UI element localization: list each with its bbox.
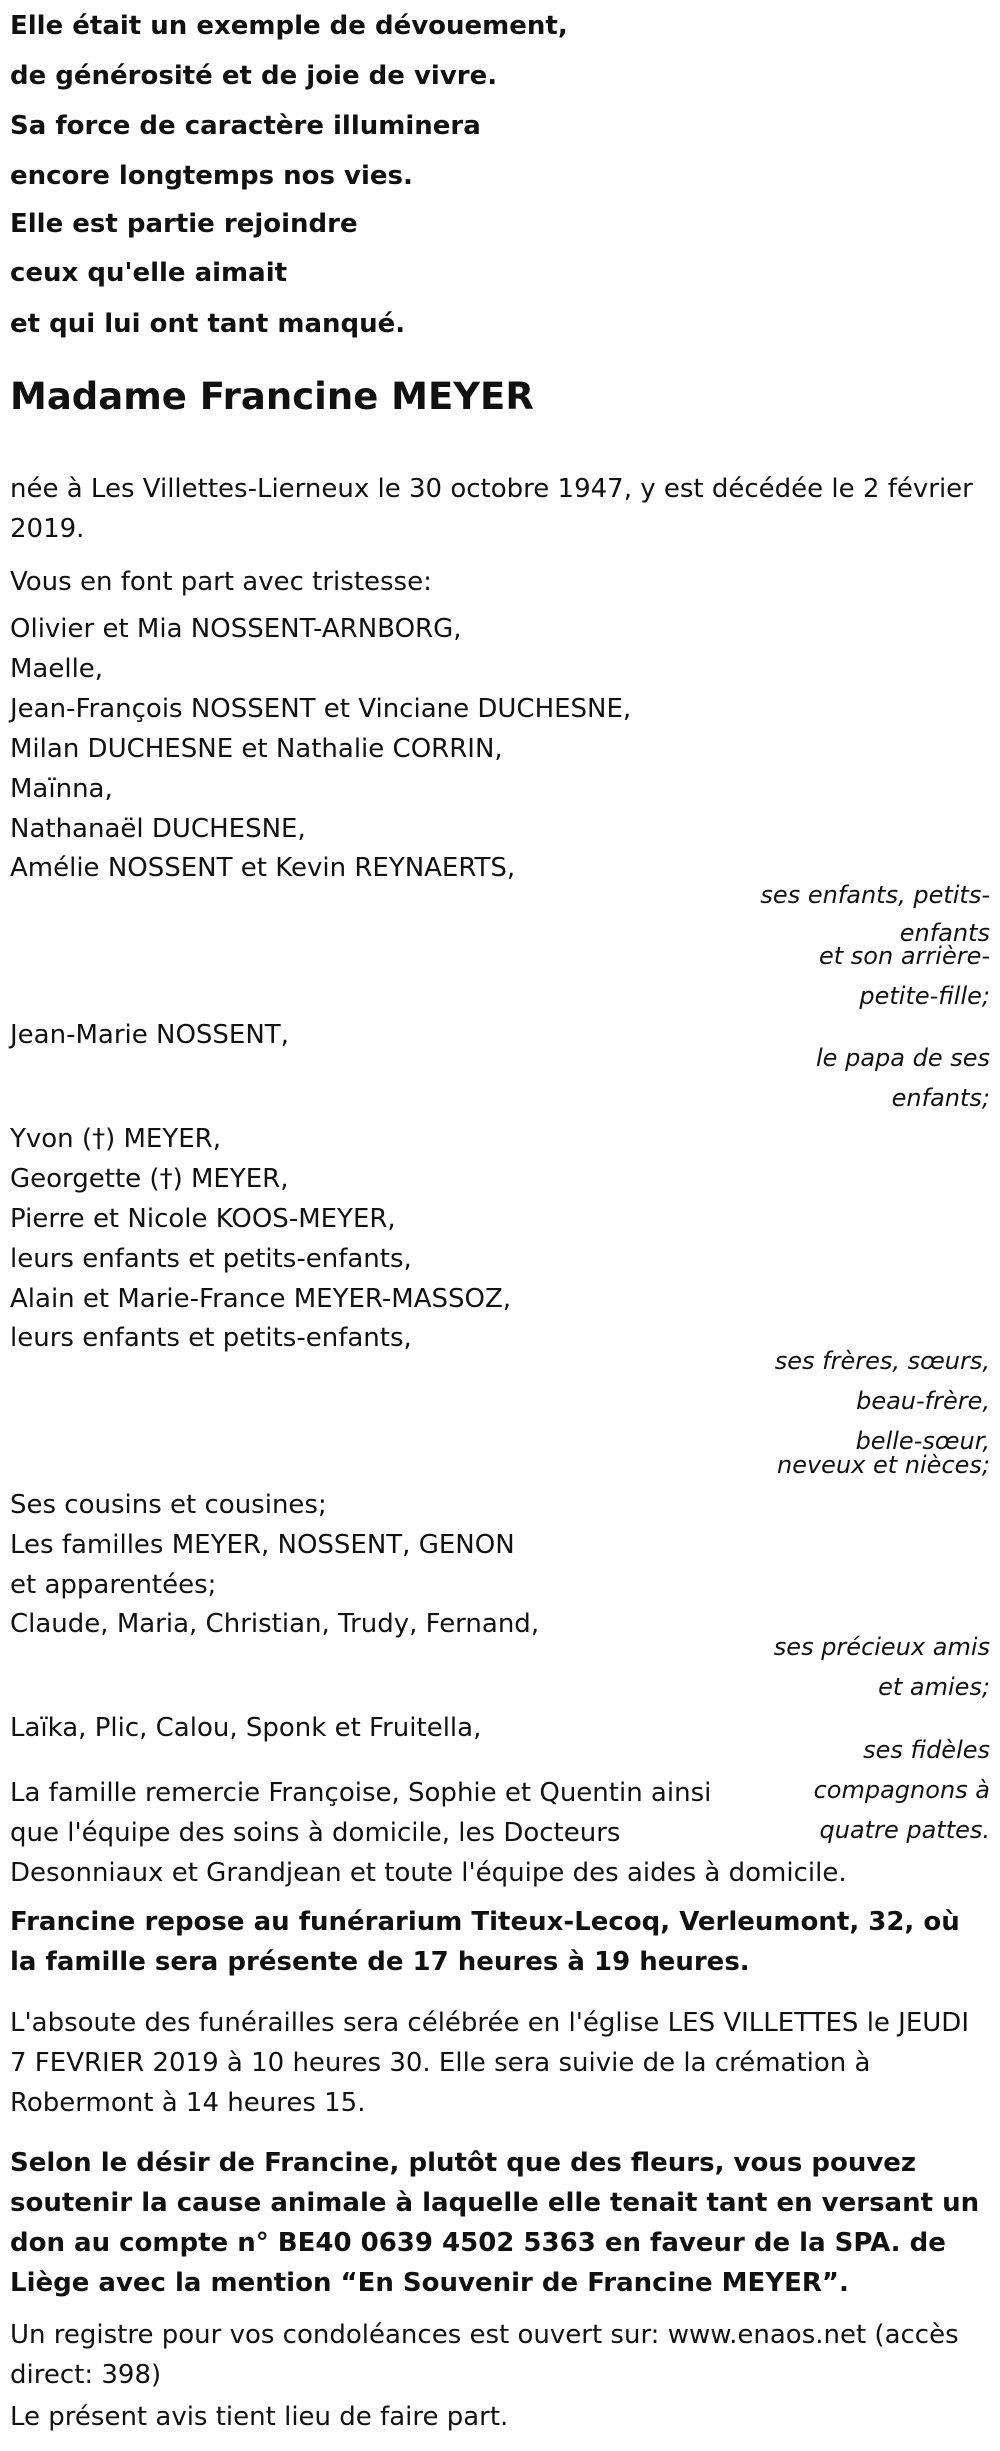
thanks-line: Desonniaux et Grandjean et toute l'équipe des aides à domicile. [10,1858,847,1888]
closing-note: Le présent avis tient lieu de faire part. [10,2402,509,2432]
family-line: Milan DUCHESNE et Nathalie CORRIN, [10,734,503,764]
poem-line: Elle était un exemple de dévouement, [10,11,568,41]
relation-line: ses précieux amis [773,1633,990,1661]
poem-line: de générosité et de joie de vivre. [10,61,498,91]
family-line: Olivier et Mia NOSSENT-ARNBORG, [10,614,462,644]
relation-line: et amies; [878,1673,990,1701]
thanks-line: La famille remercie Françoise, Sophie et Quentin ainsi [10,1778,712,1808]
family-line: leurs enfants et petits-enfants, [10,1323,412,1353]
family-line: Pierre et Nicole KOOS-MEYER, [10,1204,396,1234]
relation-line: et son arrière- [819,942,990,970]
family-line: Georgette (†) MEYER, [10,1164,289,1194]
family-line: Jean-François NOSSENT et Vinciane DUCHESNE, [10,694,632,724]
family-line: Maelle, [10,654,104,684]
family-line: et apparentées; [10,1570,217,1600]
relation-line: belle-sœur, [855,1427,990,1455]
poem-line: et qui lui ont tant manqué. [10,309,406,339]
funerarium-info: Francine repose au funérarium Titeux-Lecoq, Verleumont, 32, où la famille sera présente de 17 heures à 19 heures. [10,1907,960,1977]
family-line: Ses cousins et cousines; [10,1490,327,1520]
condolence-register: Un registre pour vos condoléances est ouvert sur: www.enaos.net (accès direct: 398) [10,2320,959,2390]
relation-line: enfants [899,919,990,947]
poem-line: ceux qu'elle aimait [10,258,288,288]
relation-line: neveux et nièces; [777,1451,990,1479]
family-line: Les familles MEYER, NOSSENT, GENON [10,1530,515,1560]
relation-line: quatre pattes. [819,1816,990,1844]
relation-line: le papa de ses [816,1044,990,1072]
relation-line: ses enfants, petits- [760,881,990,909]
family-line: Claude, Maria, Christian, Trudy, Fernand, [10,1609,540,1639]
family-line: Yvon (†) MEYER, [10,1124,221,1154]
family-line: Laïka, Plic, Calou, Sponk et Fruitella, [10,1713,482,1743]
family-line: Jean-Marie NOSSENT, [10,1020,289,1050]
relation-line: enfants; [891,1084,990,1112]
poem-line: Sa force de caractère illuminera [10,111,481,141]
family-line: Amélie NOSSENT et Kevin REYNAERTS, [10,853,516,883]
relation-line: petite-fille; [859,982,990,1010]
family-line: Alain et Marie-France MEYER-MASSOZ, [10,1284,512,1314]
relation-line: beau-frère, [856,1387,990,1415]
poem-line: Elle est partie rejoindre [10,209,358,239]
deceased-name: Madame Francine MEYER [10,375,534,418]
ceremony-info: L'absoute des funérailles sera célébrée en l'église LES VILLETTES le JEUDI 7 FEVRIER 2019 à 10 heures 30. Elle sera suivie de la crémation à Robermont à 14 heures 15. [10,2008,969,2118]
birth-death-info: née à Les Villettes-Lierneux le 30 octobre 1947, y est décédée le 2 février 2019. [10,474,973,544]
poem-line: encore longtemps nos vies. [10,161,413,191]
intro-text: Vous en font part avec tristesse: [10,567,432,597]
relation-line: compagnons à [813,1776,990,1804]
family-line: Maïnna, [10,774,113,804]
donation-info: Selon le désir de Francine, plutôt que des fleurs, vous pouvez soutenir la cause animale à laquelle elle tenait tant en versant un don au compte n° BE40 0639 4502 5363 en faveur de la SPA. de Liège avec la mention “En Souvenir de Francine MEYER”. [10,2148,980,2298]
thanks-line: que l'équipe des soins à domicile, les Docteurs [10,1818,621,1848]
relation-line: ses fidèles [863,1736,990,1764]
family-line: Nathanaël DUCHESNE, [10,814,306,844]
family-line: leurs enfants et petits-enfants, [10,1244,412,1274]
relation-line: ses frères, sœurs, [774,1347,990,1375]
